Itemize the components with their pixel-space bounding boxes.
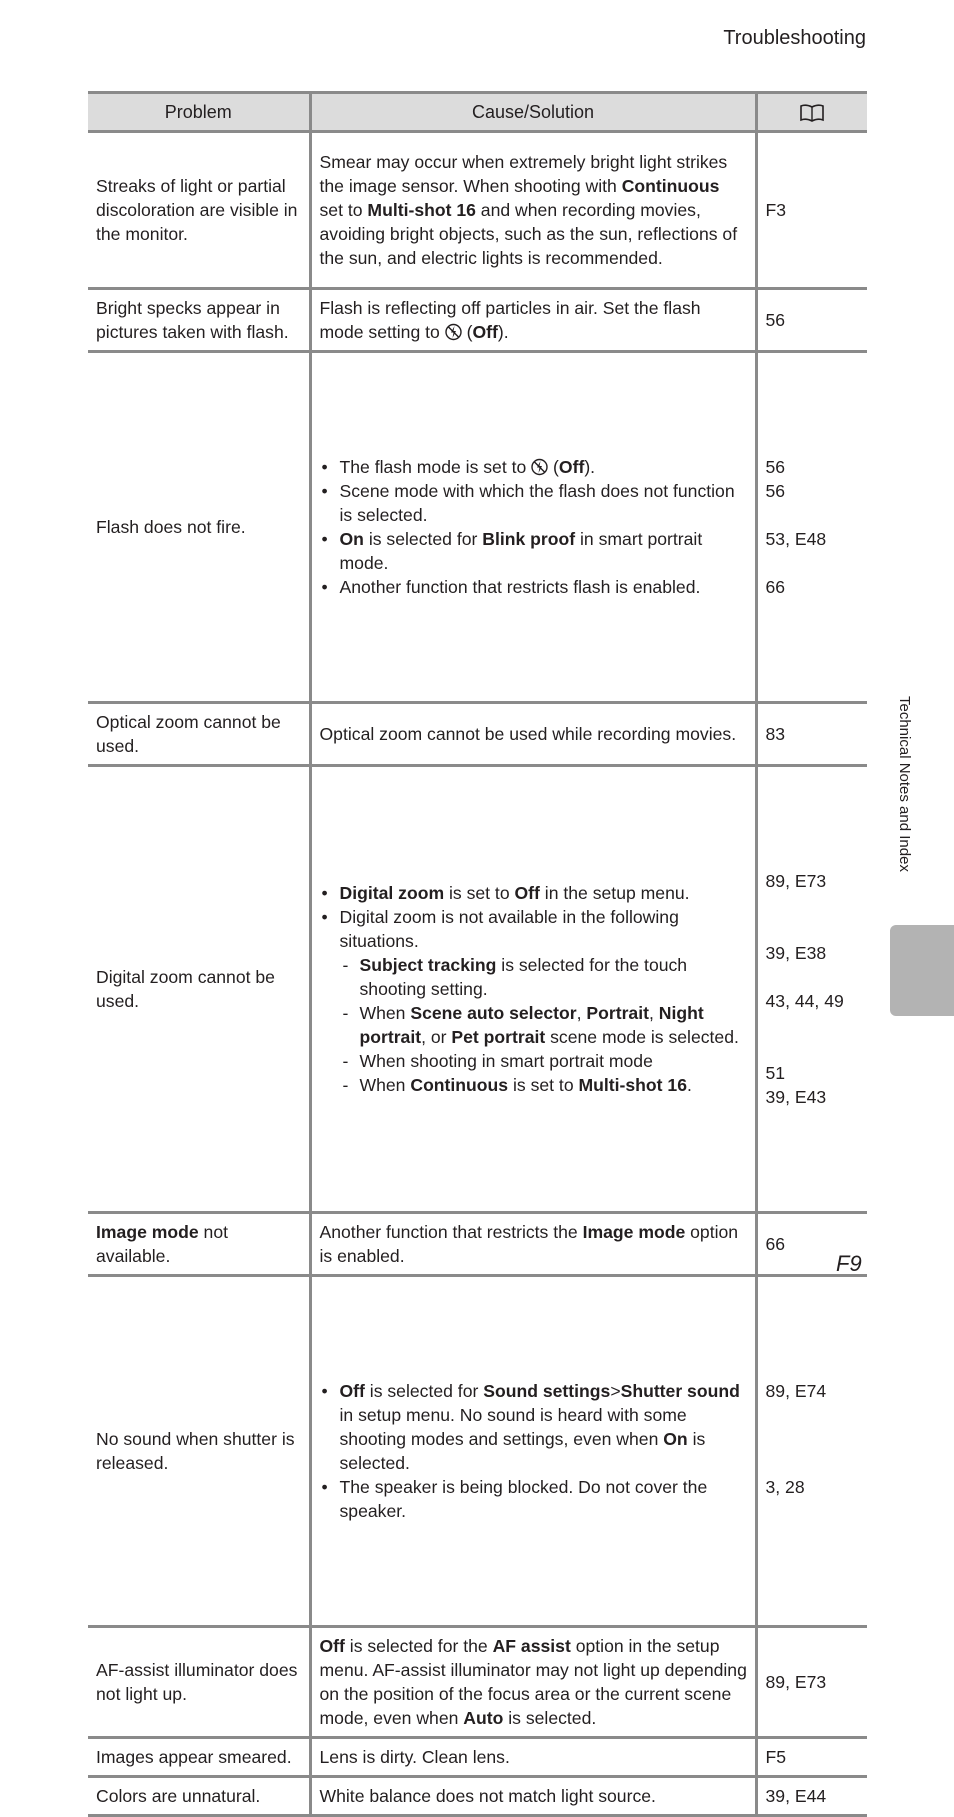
problem-cell: Image mode not available. <box>88 1213 310 1276</box>
problem-cell: AF-assist illuminator does not light up. <box>88 1627 310 1738</box>
reference-cell: 39, E44 <box>756 1777 867 1816</box>
list-item: • Scene mode with which the flash does not function is selected. <box>320 479 748 527</box>
troubleshooting-table <box>88 91 867 1817</box>
problem-cell: No sound when shutter is released. <box>88 1276 310 1627</box>
header-problem: Problem <box>88 93 310 132</box>
table-header-row <box>88 93 867 132</box>
table-row <box>88 703 867 766</box>
page-section-title: Troubleshooting <box>723 27 866 49</box>
reference-cell: 56 <box>756 289 867 352</box>
reference-cell: 89, E73 <box>756 1627 867 1738</box>
sub-list-item: - When shooting in smart portrait mode <box>340 1049 748 1073</box>
table-row <box>88 1738 867 1777</box>
problem-cell: Streaks of light or partial discoloration are visible in the monitor. <box>88 132 310 289</box>
flash-off-icon <box>445 323 462 341</box>
flash-off-icon <box>531 458 548 476</box>
header-cause-solution: Cause/Solution <box>310 93 756 132</box>
cause-cell: Smear may occur when extremely bright light strikes the image sensor. When shooting with Continuous set to Multi-shot 16 and when recording movies, avoiding bright objects, such as the sun, reflections of the sun, and electric lights is recommended. <box>310 132 756 289</box>
list-item: • The flash mode is set to (Off). <box>320 455 748 479</box>
page-number: F9 <box>836 1251 862 1276</box>
problem-cell: Images appear smeared. <box>88 1738 310 1777</box>
table-row <box>88 1213 867 1276</box>
problem-cell: Bright specks appear in pictures taken with flash. <box>88 289 310 352</box>
cause-cell: Optical zoom cannot be used while recording movies. <box>310 703 756 766</box>
list-item: • Digital zoom is not available in the following situations. - Subject tracking is selected for the touch shooting setting. - When Scene auto selector, Portrait, Night portrait, or Pet portrait scene mode is selected. - When shooting in smart portrait mode - When Continuous is set to Multi-shot 16. <box>320 905 748 1097</box>
cause-cell <box>310 766 756 1213</box>
table-row <box>88 132 867 289</box>
list-item: • Another function that restricts flash is enabled. <box>320 575 748 599</box>
table-row <box>88 352 867 703</box>
problem-cell: Digital zoom cannot be used. <box>88 766 310 1213</box>
table-row <box>88 1777 867 1816</box>
side-section-label: Technical Notes and Index <box>896 696 913 872</box>
sub-list-item: - When Scene auto selector, Portrait, Night portrait, or Pet portrait scene mode is selected. <box>340 1001 748 1049</box>
reference-cell: 89, E74 3, 28 <box>756 1276 867 1627</box>
cause-cell <box>310 352 756 703</box>
table-row <box>88 1276 867 1627</box>
section-tab <box>890 925 954 1016</box>
sub-list-item: - Subject tracking is selected for the touch shooting setting. <box>340 953 748 1001</box>
table-row <box>88 1627 867 1738</box>
cause-cell: Another function that restricts the Image mode option is enabled. <box>310 1213 756 1276</box>
cause-cell: White balance does not match light source. <box>310 1777 756 1816</box>
list-item: • On is selected for Blink proof in smart portrait mode. <box>320 527 748 575</box>
list-item: • Off is selected for Sound settings>Shutter sound in setup menu. No sound is heard with some shooting modes and settings, even when On is selected. <box>320 1379 748 1475</box>
problem-cell: Optical zoom cannot be used. <box>88 703 310 766</box>
reference-cell: 83 <box>756 703 867 766</box>
header-reference <box>756 93 867 132</box>
reference-cell: 56 56 53, E48 66 <box>756 352 867 703</box>
cause-cell: Flash is reflecting off particles in air. Set the flash mode setting to (Off). <box>310 289 756 352</box>
cause-cell: Off is selected for the AF assist option in the setup menu. AF-assist illuminator may not light up depending on the position of the focus area or the current scene mode, even when Auto is selected. <box>310 1627 756 1738</box>
reference-cell: 66 <box>756 1213 867 1276</box>
cause-cell <box>310 1276 756 1627</box>
reference-cell: 89, E73 39, E38 43, 44, 49 51 39, E43 <box>756 766 867 1213</box>
book-icon <box>799 103 825 123</box>
sub-list-item: - When Continuous is set to Multi-shot 16. <box>340 1073 748 1097</box>
cause-cell: Lens is dirty. Clean lens. <box>310 1738 756 1777</box>
reference-cell: F3 <box>756 132 867 289</box>
list-item: • The speaker is being blocked. Do not cover the speaker. <box>320 1475 748 1523</box>
problem-cell: Colors are unnatural. <box>88 1777 310 1816</box>
reference-cell: F5 <box>756 1738 867 1777</box>
problem-cell: Flash does not fire. <box>88 352 310 703</box>
table-row <box>88 766 867 1213</box>
table-row <box>88 289 867 352</box>
list-item: • Digital zoom is set to Off in the setup menu. <box>320 881 748 905</box>
